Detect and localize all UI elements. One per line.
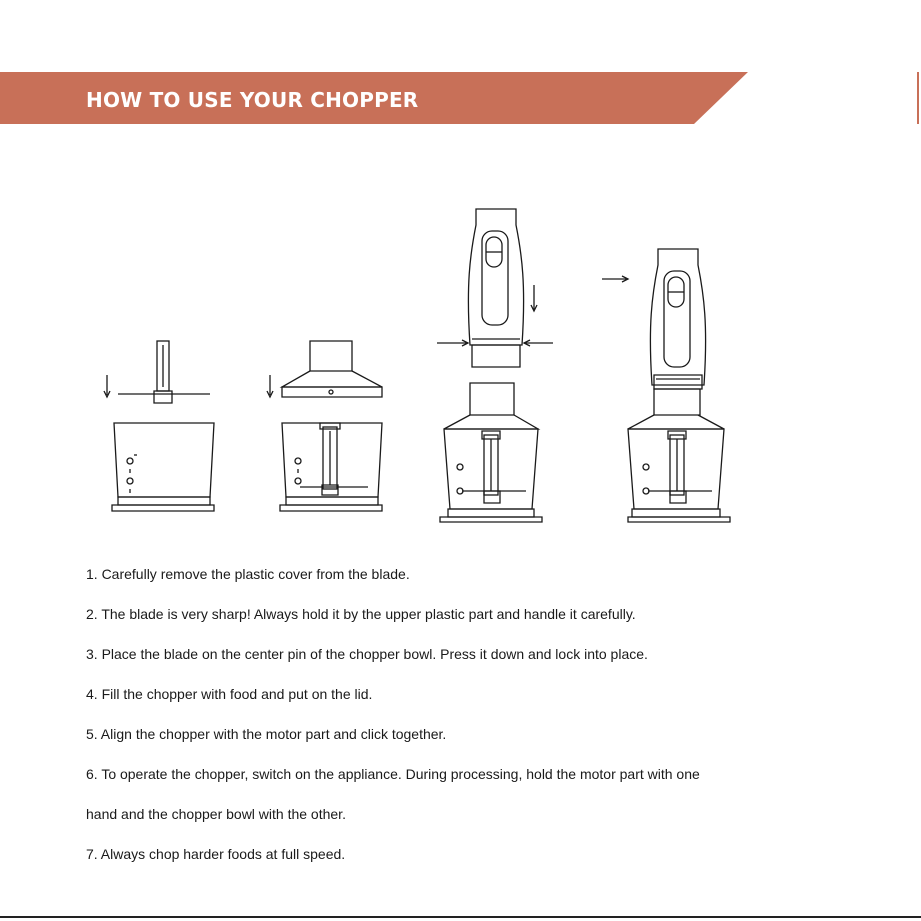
step-3: 3. Place the blade on the center pin of the chopper bowl. Press it down and lock into place. [86,646,648,662]
edge-tab-mark [917,72,919,124]
assembled-chopper-figure [628,249,730,522]
bottom-divider [0,916,921,918]
step-6-continued: hand and the chopper bowl with the other. [86,806,346,822]
page-title: HOW TO USE YOUR CHOPPER [86,88,419,112]
step-1: 1. Carefully remove the plastic cover from the blade. [86,566,410,582]
instruction-steps [86,566,886,886]
step-7: 7. Always chop harder foods at full speed. [86,846,346,862]
lid-and-bowl-figure [267,341,382,511]
step-2: 2. The blade is very sharp! Always hold it by the upper plastic part and handle it carefully. [86,606,636,622]
step-4: 4. Fill the chopper with food and put on the lid. [86,686,373,702]
motor-above-chopper-figure [437,209,553,522]
assembly-illustrations [0,195,921,535]
step-5: 5. Align the chopper with the motor part and click together. [86,726,447,742]
step-6: 6. To operate the chopper, switch on the appliance. During processing, hold the motor part with one [86,766,700,782]
blade-and-bowl-figure [104,341,214,511]
